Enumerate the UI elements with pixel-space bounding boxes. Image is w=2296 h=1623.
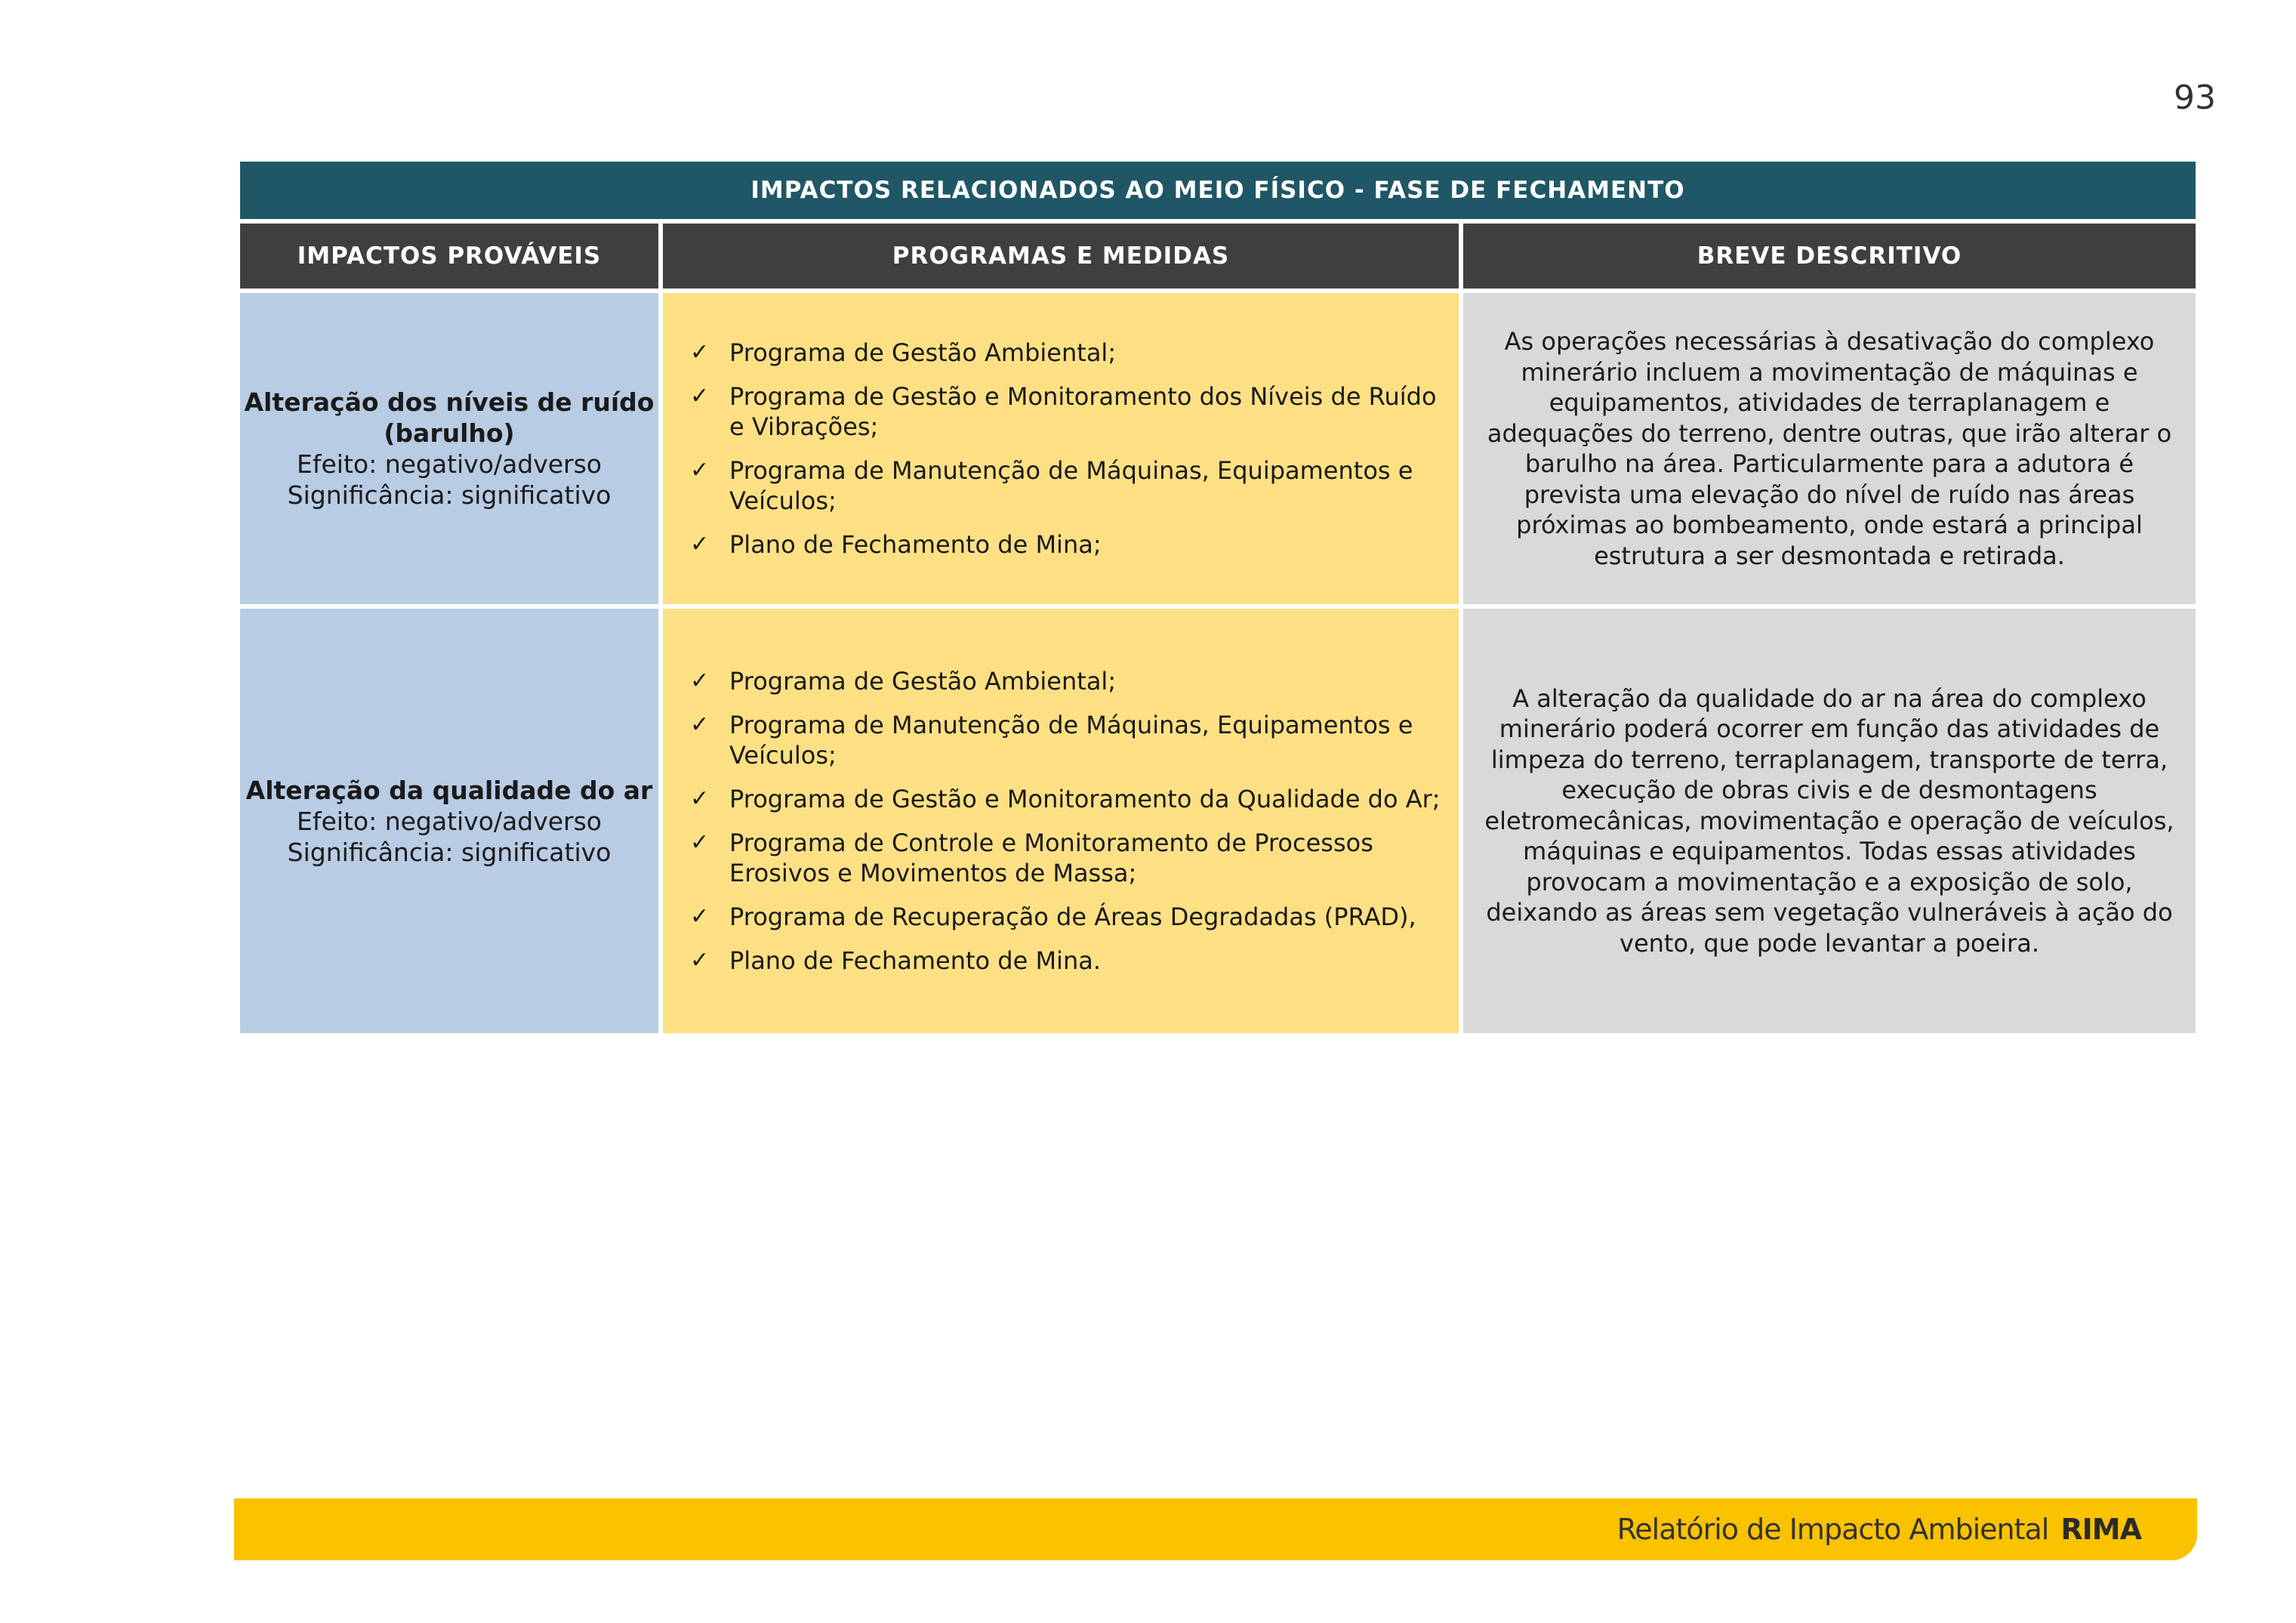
measure-text: Programa de Gestão Ambiental;: [729, 667, 1117, 696]
description-cell: [1463, 609, 2196, 1033]
list-item: [690, 529, 1441, 560]
table-header-row: [240, 224, 2196, 288]
checkmark-icon: ✓: [690, 531, 710, 557]
measure-text: Programa de Recuperação de Áreas Degradadas (PRAD),: [729, 903, 1416, 931]
checkmark-icon: ✓: [690, 711, 710, 738]
list-item: [690, 455, 1441, 516]
checkmark-icon: ✓: [690, 457, 710, 483]
measures-list: [690, 338, 1441, 560]
column-header-description: BREVE DESCRITIVO: [1463, 224, 2196, 288]
measure-text: Programa de Gestão e Monitoramento dos Níveis de Ruído e Vibrações;: [729, 382, 1437, 441]
list-item: [690, 666, 1441, 696]
list-item: [690, 828, 1441, 888]
footer-brand: RIMA: [2060, 1513, 2141, 1546]
list-item: [690, 902, 1441, 932]
description-cell: [1463, 293, 2196, 604]
description-text: As operações necessárias à desativação do complexo minerário incluem a movimentação de máquinas e equipamentos, atividades de terraplanagem e adequações do terreno, dentre outras, que irão alterar o barulho na área. Particularmente para a adutora é prevista uma elevação do nível de ruído nas áreas próximas ao bombeamento, onde estará a principal estrutura a ser desmontada e retirada.: [1487, 327, 2172, 570]
column-header-programs: PROGRAMAS E MEDIDAS: [663, 224, 1459, 288]
impact-cell: [240, 609, 658, 1033]
page-number: 93: [2174, 79, 2216, 117]
measure-text: Programa de Gestão e Monitoramento da Qualidade do Ar;: [729, 785, 1441, 813]
list-item: [690, 784, 1441, 814]
measures-cell: [663, 609, 1459, 1033]
impact-name: Alteração da qualidade do ar: [245, 775, 653, 805]
measure-text: Programa de Manutenção de Máquinas, Equipamentos e Veículos;: [729, 711, 1413, 770]
footer-title: Relatório de Impacto Ambiental: [1616, 1513, 2049, 1546]
checkmark-icon: ✓: [690, 785, 710, 812]
list-item: [690, 710, 1441, 770]
table-row: [240, 609, 2196, 1033]
measure-text: Programa de Controle e Monitoramento de Processos Erosivos e Movimentos de Massa;: [729, 828, 1373, 887]
impacts-table: [240, 162, 2196, 1033]
checkmark-icon: ✓: [690, 829, 710, 856]
checkmark-icon: ✓: [690, 668, 710, 694]
impact-significance: Significância: significativo: [287, 480, 612, 510]
list-item: [690, 381, 1441, 442]
measure-text: Plano de Fechamento de Mina;: [729, 530, 1102, 559]
measures-cell: [663, 293, 1459, 604]
table-row: [240, 293, 2196, 604]
impact-effect: Efeito: negativo/adverso: [297, 449, 602, 479]
checkmark-icon: ✓: [690, 383, 710, 409]
table-title: IMPACTOS RELACIONADOS AO MEIO FÍSICO - FASE DE FECHAMENTO: [240, 162, 2196, 219]
impact-effect: Efeito: negativo/adverso: [297, 806, 602, 836]
column-header-impacts: IMPACTOS PROVÁVEIS: [240, 224, 658, 288]
impact-name: Alteração dos níveis de ruído: [244, 387, 655, 417]
measure-text: Plano de Fechamento de Mina.: [729, 946, 1101, 975]
checkmark-icon: ✓: [690, 339, 710, 366]
impact-name-continued: (barulho): [384, 418, 515, 448]
measure-text: Programa de Manutenção de Máquinas, Equipamentos e Veículos;: [729, 456, 1413, 515]
measure-text: Programa de Gestão Ambiental;: [729, 338, 1117, 367]
footer-band: [234, 1498, 2197, 1560]
measures-list: [690, 666, 1441, 976]
checkmark-icon: ✓: [690, 903, 710, 930]
list-item: [690, 338, 1441, 368]
impact-significance: Significância: significativo: [287, 837, 612, 867]
description-text: A alteração da qualidade do ar na área do complexo minerário poderá ocorrer em função das atividades de limpeza do terreno, terraplanagem, transporte de terra, execução de obras civis e de desmontagens eletromecânicas, movimentação e operação de veículos, máquinas e equipamentos. Todas essas atividades provocam a movimentação e a exposição de solo, deixando as áreas sem vegetação vulneráveis à ação do vento, que pode levantar a poeira.: [1484, 683, 2174, 958]
checkmark-icon: ✓: [690, 947, 710, 973]
list-item: [690, 946, 1441, 976]
impact-cell: [240, 293, 658, 604]
